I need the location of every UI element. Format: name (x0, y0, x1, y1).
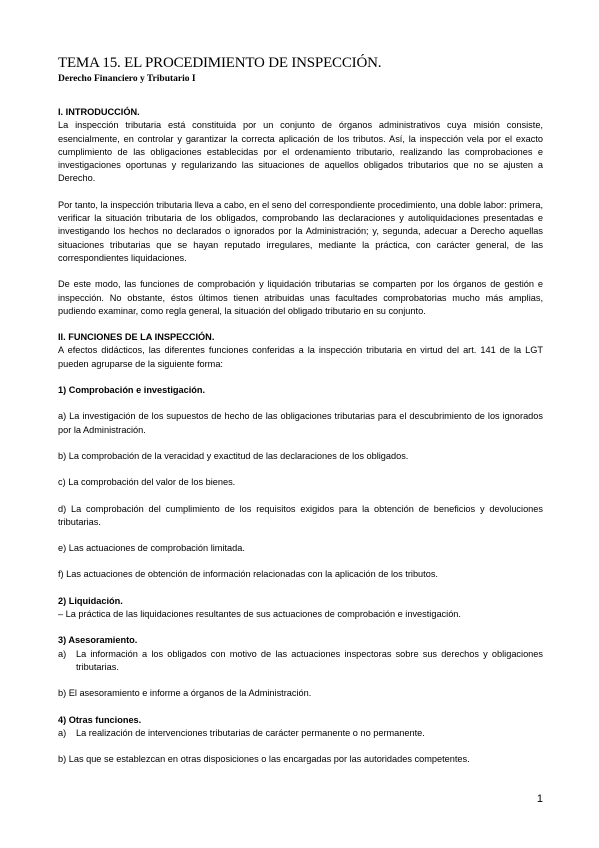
list-item-text: La información a los obligados con motivo de las actuaciones inspectoras sobre sus derechos y obligaciones tributarias. (76, 648, 543, 672)
section-heading-funciones: II. FUNCIONES DE LA INSPECCIÓN. (58, 332, 215, 343)
list-item: e) Las actuaciones de comprobación limitada. (58, 543, 245, 554)
page-title: TEMA 15. EL PROCEDIMIENTO DE INSPECCIÓN. (58, 55, 382, 71)
section-heading-introduccion: I. INTRODUCCIÓN. (58, 107, 140, 117)
list-item: b) El asesoramiento e informe a órganos de la Administración. (58, 688, 312, 699)
list-item: b) Las que se establezcan en otras disposiciones o las encargadas por las autoridades competentes. (58, 754, 470, 765)
list-item: – La práctica de las liquidaciones resultantes de sus actuaciones de comprobación e investigación. (58, 609, 461, 620)
paragraph: Por tanto, la inspección tributaria lleva a cabo, en el seno del correspondiente procedimiento, una doble labor: primera, verificar la situación tributaria de los obligados, comprobando las declaraciones y autoliquidaciones presentadas e investigando los hechos no declarados o ignorados por la Administración; y, segunda, adecuar a Derecho aquellas situaciones tributarias que se hayan reputado irregulares, mediante la práctica, con carácter general, de las correspondientes liquidaciones. (58, 199, 543, 263)
subheading-asesoramiento: 3) Asesoramiento. (58, 635, 138, 646)
list-item-text: La realización de intervenciones tributarias de carácter permanente o no permanente. (76, 727, 425, 738)
list-item (58, 648, 543, 675)
list-item: f) Las actuaciones de obtención de información relacionadas con la aplicación de los tributos. (58, 569, 438, 580)
subheading-liquidacion: 2) Liquidación. (58, 595, 123, 606)
list-marker: a) (58, 727, 67, 738)
list-item: d) La comprobación del cumplimiento de los requisitos exigidos para la obtención de beneficios y devoluciones tributarias. (58, 503, 543, 527)
list-item (58, 727, 543, 740)
paragraph: La inspección tributaria está constituida por un conjunto de órganos administrativos cuya misión consiste, esencialmente, en controlar y garantizar la correcta aplicación de los tributos. Así, la inspección vela por el exacto cumplimiento de las obligaciones establecidas por el ordenamiento tributario, realizando las comprobaciones e investigaciones oportunas y regularizando las situaciones de aquellos obligados tributarios que no se ajusten a Derecho. (58, 120, 543, 184)
list-item: a) La investigación de los supuestos de hecho de las obligaciones tributarias para el descubrimiento de los ignorados por la Administración. (58, 411, 543, 435)
paragraph: A efectos didácticos, las diferentes funciones conferidas a la inspección tributaria en virtud del art. 141 de la LGT pueden agruparse de la siguiente forma: (58, 345, 543, 369)
list-item: b) La comprobación de la veracidad y exactitud de las declaraciones de los obligados. (58, 450, 409, 461)
list-item: c) La comprobación del valor de los bienes. (58, 477, 236, 488)
list-marker: a) (58, 648, 67, 659)
subheading-otras-funciones: 4) Otras funciones. (58, 714, 142, 725)
page-number: 1 (536, 793, 543, 805)
subheading-comprobacion: 1) Comprobación e investigación. (58, 385, 206, 396)
paragraph: De este modo, las funciones de comprobación y liquidación tributarias se comparten por los órganos de gestión e inspección. No obstante, éstos últimos tienen atribuidas unas facultades comprobatorias mucho más amplias, pudiendo examinar, como regla general, la situación del obligado tributario en su conjunto. (58, 279, 543, 316)
page-subtitle: Derecho Financiero y Tributario I (58, 74, 196, 84)
document-body (58, 106, 543, 766)
